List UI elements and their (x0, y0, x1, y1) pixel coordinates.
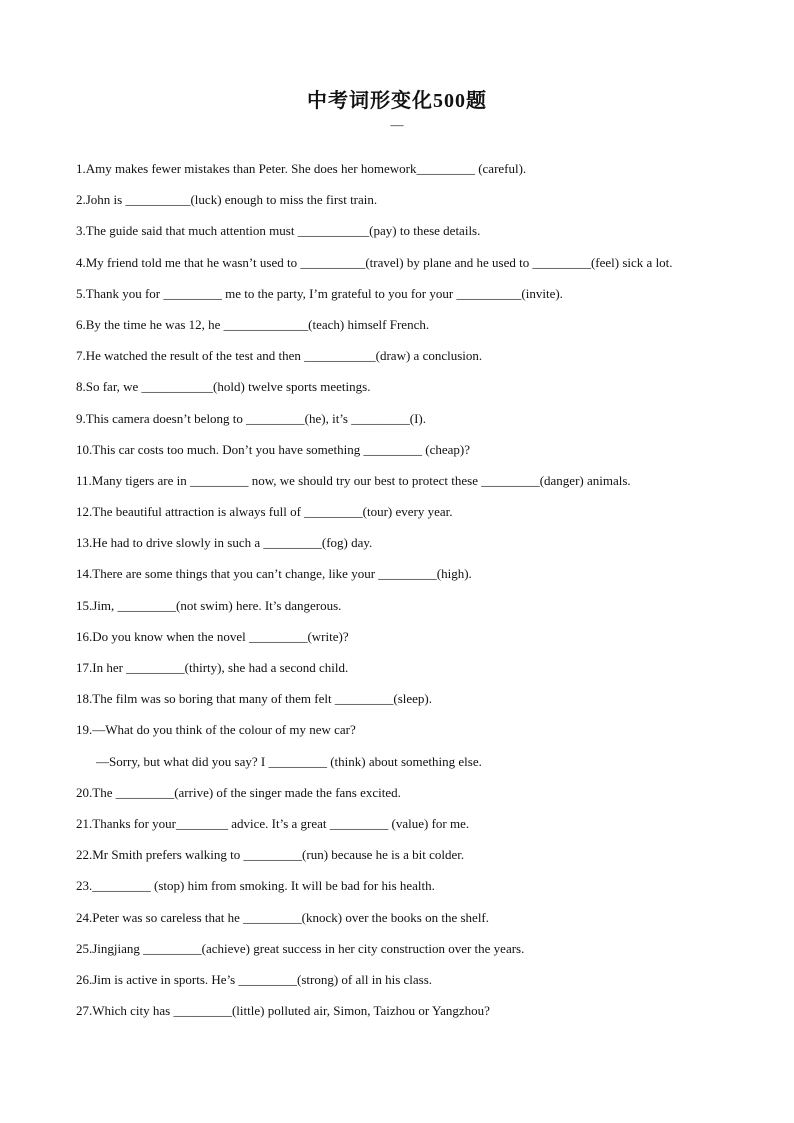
question-20: 20.The _________(arrive) of the singer made the fans excited. (76, 784, 401, 800)
page-subtitle: — (390, 117, 404, 132)
question-11: 11.Many tigers are in _________ now, we should try our best to protect these _________(danger) animals. (76, 472, 631, 488)
question-9: 9.This camera doesn’t belong to _________(he), it’s _________(I). (76, 410, 426, 426)
question-2: 2.John is __________(luck) enough to miss the first train. (76, 192, 378, 208)
question-1: 1.Amy makes fewer mistakes than Peter. She does her homework_________ (careful). (76, 161, 527, 176)
question-25: 25.Jingjiang _________(achieve) great success in her city construction over the years. (76, 940, 525, 956)
question-list (76, 153, 720, 1026)
question-18: 18.The film was so boring that many of them felt _________(sleep). (76, 691, 432, 707)
question-21: 21.Thanks for your________ advice. It’s a great _________ (value) for me. (76, 815, 470, 831)
question-24: 24.Peter was so careless that he _________(knock) over the books on the shelf. (76, 909, 490, 925)
question-7: 7.He watched the result of the test and then ___________(draw) a conclusion. (76, 348, 483, 364)
question-26: 26.Jim is active in sports. He’s _________(strong) of all in his class. (76, 971, 433, 987)
question-17: 17.In her _________(thirty), she had a second child. (76, 660, 349, 676)
question-19-reply: —Sorry, but what did you say? I _________ (think) about something else. (96, 753, 482, 769)
question-13: 13.He had to drive slowly in such a _________(fog) day. (76, 535, 373, 551)
question-3: 3.The guide said that much attention must ___________(pay) to these details. (76, 223, 481, 239)
question-8: 8.So far, we ___________(hold) twelve sports meetings. (76, 379, 371, 395)
question-5: 5.Thank you for _________ me to the party, I’m grateful to you for your __________(invite). (76, 285, 563, 301)
question-15: 15.Jim, _________(not swim) here. It’s dangerous. (76, 597, 342, 613)
question-10: 10.This car costs too much. Don’t you have something _________ (cheap)? (76, 441, 471, 457)
question-4: 4.My friend told me that he wasn’t used to __________(travel) by plane and he used to _________(feel) sick a lot. (76, 254, 673, 270)
question-19: 19.—What do you think of the colour of my new car? (76, 722, 356, 738)
page-title: 中考词形变化500题 (307, 90, 487, 112)
question-14: 14.There are some things that you can’t change, like your _________(high). (76, 566, 472, 582)
question-22: 22.Mr Smith prefers walking to _________(run) because he is a bit colder. (76, 847, 465, 863)
question-12: 12.The beautiful attraction is always full of _________(tour) every year. (76, 504, 453, 520)
question-27: 27.Which city has _________(little) polluted air, Simon, Taizhou or Yangzhou? (76, 1003, 490, 1019)
question-16: 16.Do you know when the novel _________(write)? (76, 628, 349, 644)
question-6: 6.By the time he was 12, he _____________(teach) himself French. (76, 316, 430, 332)
question-23: 23._________ (stop) him from smoking. It will be bad for his health. (76, 878, 435, 894)
